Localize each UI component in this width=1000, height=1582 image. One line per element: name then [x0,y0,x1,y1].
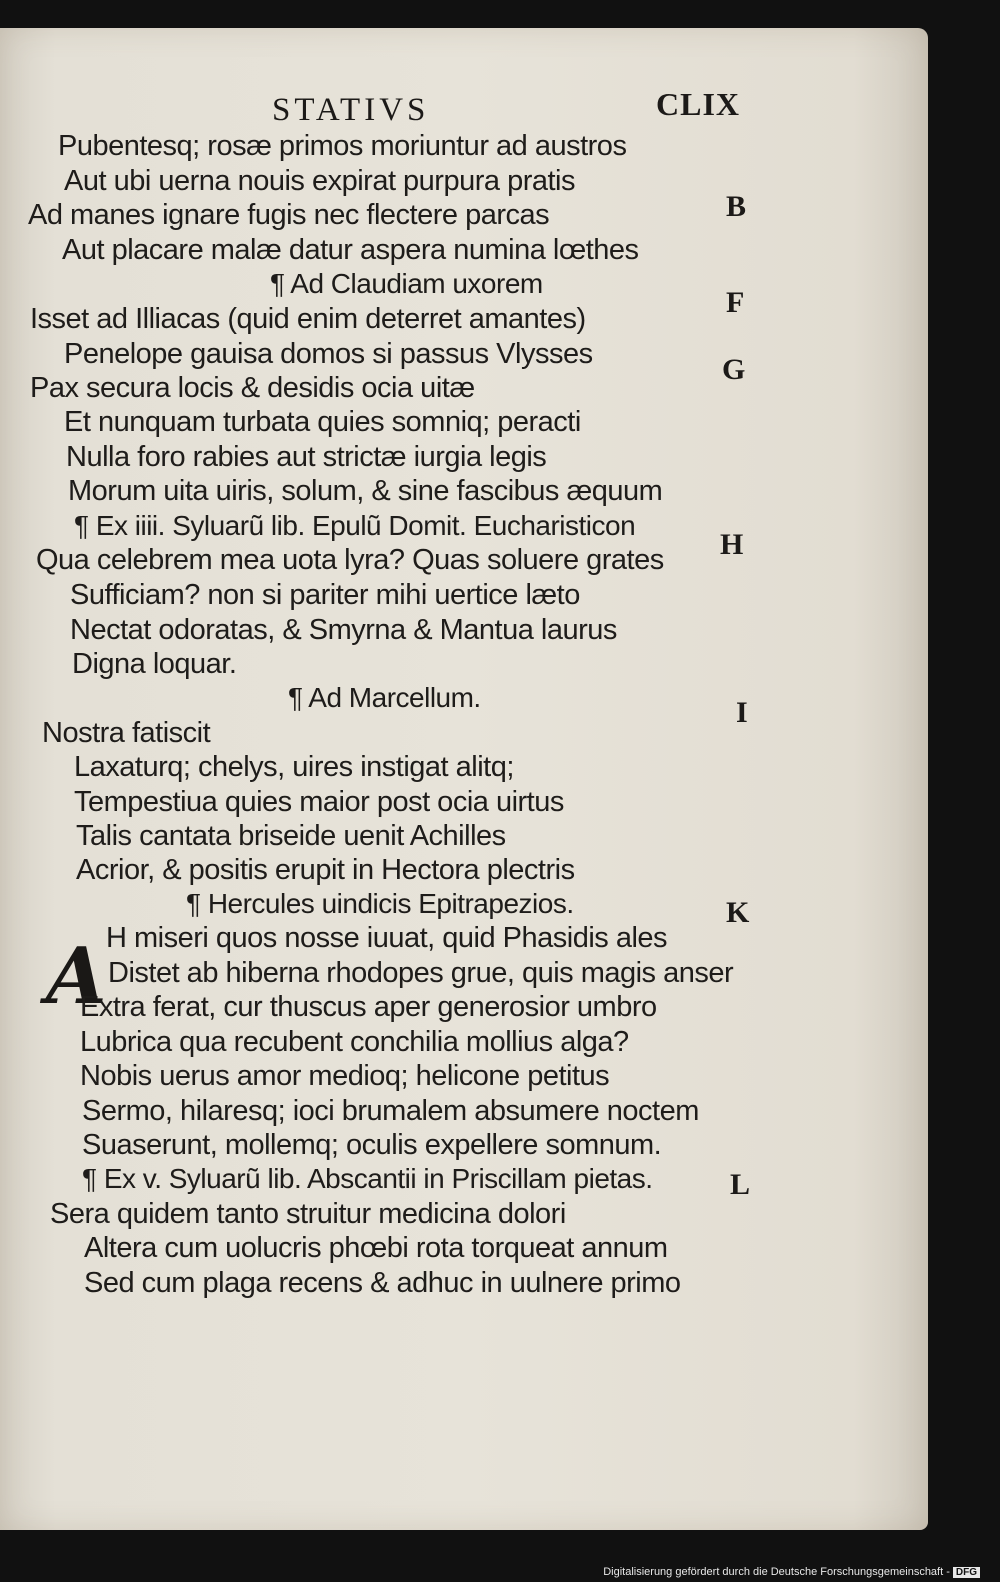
dfg-logo: DFG [953,1567,980,1578]
margin-marker: G [722,353,746,386]
verse-line: Nectat odoratas, & Smyrna & Mantua laurus [70,614,617,646]
verse-line: Aut ubi uerna nouis expirat purpura pratis [64,165,575,197]
folio-number: CLIX [656,86,741,122]
credit-text: Digitalisierung gefördert durch die Deutsche Forschungsgemeinschaft - [603,1566,950,1578]
margin-marker: B [726,190,747,223]
digitization-credit [603,1566,980,1578]
verse-line: Pax secura locis & desidis ocia uitæ [30,372,475,404]
verse-line: Pubentesq; rosæ primos moriuntur ad austros [58,130,627,162]
section-heading: ¶ Hercules uindicis Epitrapezios. [186,888,574,919]
verse-line: Talis cantata briseide uenit Achilles [76,820,506,852]
section-heading: ¶ Ad Claudiam uxorem [270,268,543,299]
verse-line: Acrior, & positis erupit in Hectora plectris [76,854,575,886]
drop-cap: A [46,931,107,1022]
verse-line: Et nunquam turbata quies somniq; peracti [64,406,581,438]
verse-line: Nostra fatiscit [42,717,211,749]
verse-line: Ad manes ignare fugis nec flectere parcas [28,199,550,231]
verse-line: Qua celebrem mea uota lyra? Quas soluere grates [36,544,664,576]
section-heading: ¶ Ad Marcellum. [288,682,481,713]
verse-line: Sera quidem tanto struitur medicina dolori [50,1198,566,1230]
verse-line: Aut placare malæ datur aspera numina lœthes [62,234,639,266]
verse-line: Digna loquar. [72,648,237,680]
verse-line: Laxaturq; chelys, uires instigat alitq; [74,751,514,783]
verse-line: Sufficiam? non si pariter mihi uertice læto [70,579,580,611]
verse-line: Suaserunt, mollemq; oculis expellere somnum. [82,1129,662,1161]
verse-line: Morum uita uiris, solum, & sine fascibus æquum [68,475,663,507]
verse-line: H miseri quos nosse iuuat, quid Phasidis ales [106,922,668,954]
section-heading: ¶ Ex iiii. Syluarũ lib. Epulũ Domit. Eucharisticon [74,510,636,541]
pilcrow-icon: ¶ [270,268,291,299]
running-head: STATIVS [272,92,430,128]
verse-line: Extra ferat, cur thuscus aper generosior umbro [80,991,657,1023]
verse-line: Penelope gauisa domos si passus Vlysses [64,338,593,370]
verse-line: Sed cum plaga recens & adhuc in uulnere primo [84,1267,681,1299]
margin-marker: F [726,286,745,319]
verse-line: Nobis uerus amor medioq; helicone petitus [80,1060,610,1092]
section-heading: ¶ Ex v. Syluarũ lib. Abscantii in Priscillam pietas. [82,1163,653,1194]
verse-line: Altera cum uolucris phœbi rota torqueat annum [84,1232,668,1264]
margin-marker: H [720,528,744,561]
verse-line: Lubrica qua recubent conchilia mollius alga? [80,1026,629,1058]
margin-marker: I [736,696,748,729]
verse-line: Nulla foro rabies aut strictæ iurgia legis [66,441,547,473]
verse-line: Isset ad Illiacas (quid enim deterret amantes) [30,303,586,335]
verse-line: Distet ab hiberna rhodopes grue, quis magis anser [108,957,734,989]
book-page [0,28,928,1530]
verse-line: Sermo, hilaresq; ioci brumalem absumere noctem [82,1095,699,1127]
margin-marker: L [730,1168,751,1201]
verse-line: Tempestiua quies maior post ocia uirtus [74,786,564,818]
margin-marker: K [726,896,750,929]
